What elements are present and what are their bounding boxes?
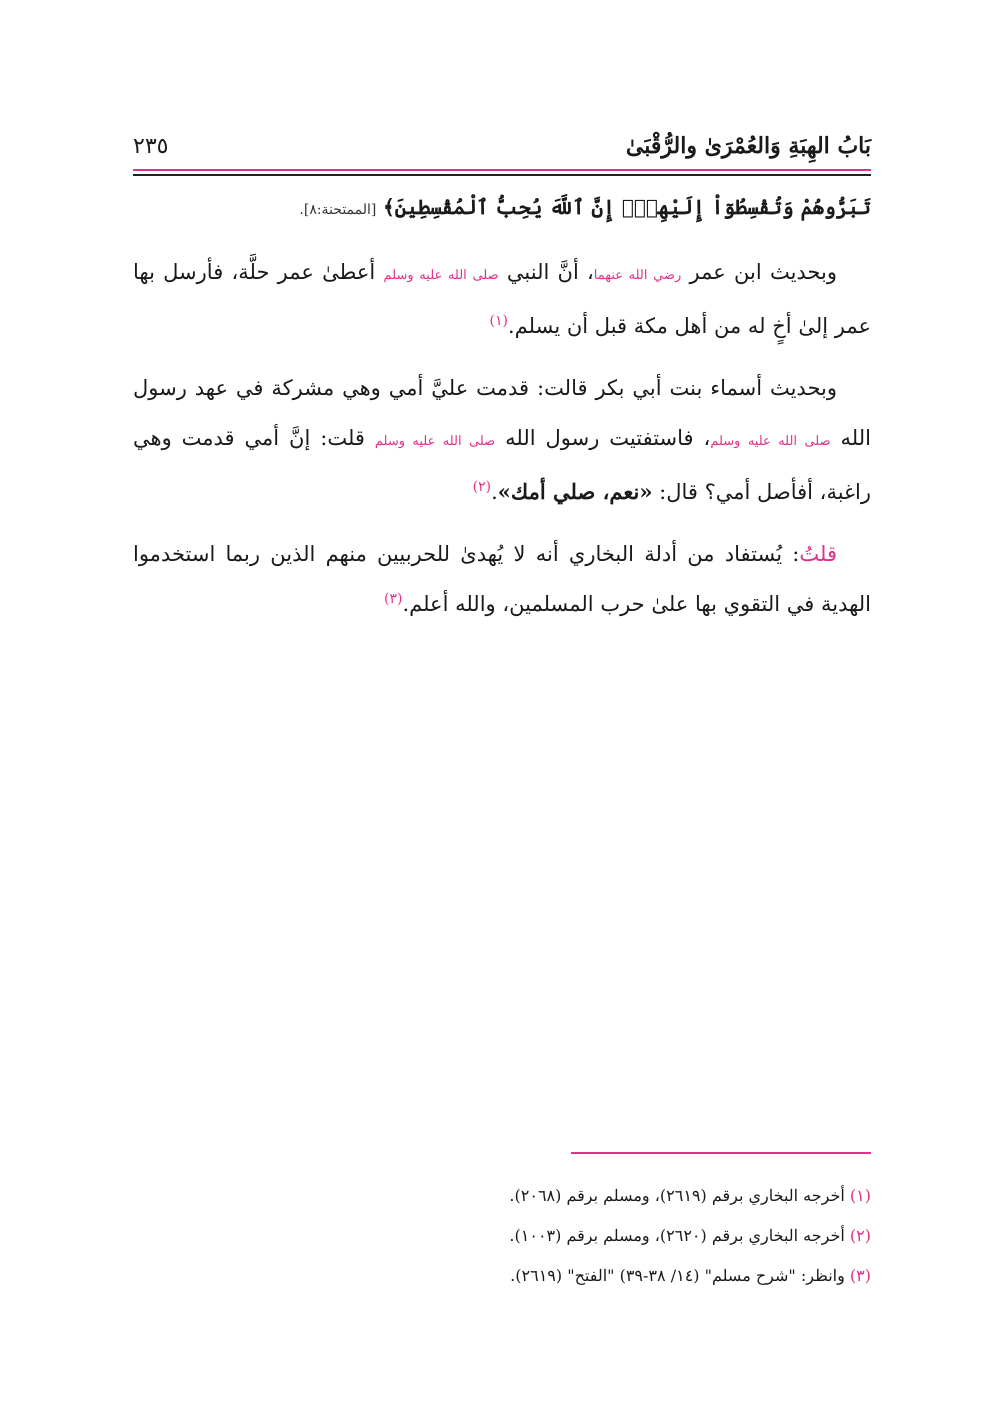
paragraph-text: وبحديث أسماء بنت أبي بكر قالت: قدمت عليَّ أمي وهي مشركة في عهد رسول الله xyxy=(133,376,871,450)
quran-verse: تَبَرُّوهُمْ وَتُقْسِطُوٓاْ إِلَيْهِمْۚ إِنَّ ٱللَّهَ يُحِبُّ ٱلْمُقْسِطِينَ﴾ xyxy=(383,195,871,219)
header-rule-black xyxy=(133,174,871,176)
paragraph-text: أعطىٰ عمر حلَّة، فأرسل بها عمر إلىٰ أخٍ له من أهل مكة قبل أن يسلم. xyxy=(133,260,871,338)
header-rule-pink xyxy=(133,169,871,171)
footnote-number: (٢) xyxy=(849,1226,871,1245)
paragraph-text: . xyxy=(491,480,498,504)
paragraph-text: ، أنَّ النبي xyxy=(498,260,594,284)
footnote-text: أخرجه البخاري برقم (٢٦٢٠)، ومسلم برقم (١٠٠٣). xyxy=(509,1226,850,1245)
footnote-number: (١) xyxy=(849,1186,871,1205)
chapter-title: بَابُ الهِبَةِ وَالعُمْرَىٰ والرُّقْبَىٰ xyxy=(625,133,871,159)
footnote-marker[interactable]: (٢) xyxy=(472,479,492,495)
footnote-item xyxy=(133,1216,871,1256)
page-number: ٢٣٥ xyxy=(133,133,169,159)
page-header xyxy=(133,128,871,164)
footnote-number: (٣) xyxy=(849,1266,871,1285)
qultu-label: قلتُ xyxy=(799,542,837,566)
honorific-salla: صلى الله عليه وسلم xyxy=(374,434,496,449)
footnote-marker[interactable]: (١) xyxy=(489,313,508,329)
hadith-quote: «نعم، صلي أمك» xyxy=(497,479,653,504)
footnote-divider xyxy=(571,1152,871,1154)
paragraph-text: قلت: إنَّ أمي قدمت وهي راغبة، أفأصل أمي؟ قال: xyxy=(133,426,871,504)
honorific-salla: صلى الله عليه وسلم xyxy=(383,268,499,283)
paragraph-text: وبحديث ابن عمر xyxy=(681,260,837,284)
footnotes xyxy=(133,1176,871,1296)
footnote-marker[interactable]: (٣) xyxy=(383,591,403,607)
surah-reference: [الممتحنة:٨]. xyxy=(299,202,377,218)
quran-verse-line xyxy=(133,182,871,235)
footnote-text: وانظر: "شرح مسلم" (١٤/ ٣٨-٣٩) "الفتح" (٢٦١٩). xyxy=(510,1266,850,1285)
paragraph-ibn-umar xyxy=(133,247,871,351)
paragraph-text: ، فاستفتيت رسول الله xyxy=(495,426,711,450)
footnote-item xyxy=(133,1256,871,1296)
footnote-text: أخرجه البخاري برقم (٢٦١٩)، ومسلم برقم (٢٠٦٨). xyxy=(509,1186,850,1205)
honorific-salla: صلى الله عليه وسلم xyxy=(710,434,831,449)
paragraph-asma xyxy=(133,363,871,517)
honorific-radiallahu: رضي الله عنهما xyxy=(593,268,682,283)
paragraph-conclusion xyxy=(133,529,871,629)
footnote-item xyxy=(133,1176,871,1216)
main-text xyxy=(133,182,871,641)
paragraph-text: : يُستفاد من أدلة البخاري أنه لا يُهدىٰ للحربيين منهم الذين ربما استخدموا الهدية في التقوي بها علىٰ حرب المسلمين، والله أعلم. xyxy=(133,542,871,616)
